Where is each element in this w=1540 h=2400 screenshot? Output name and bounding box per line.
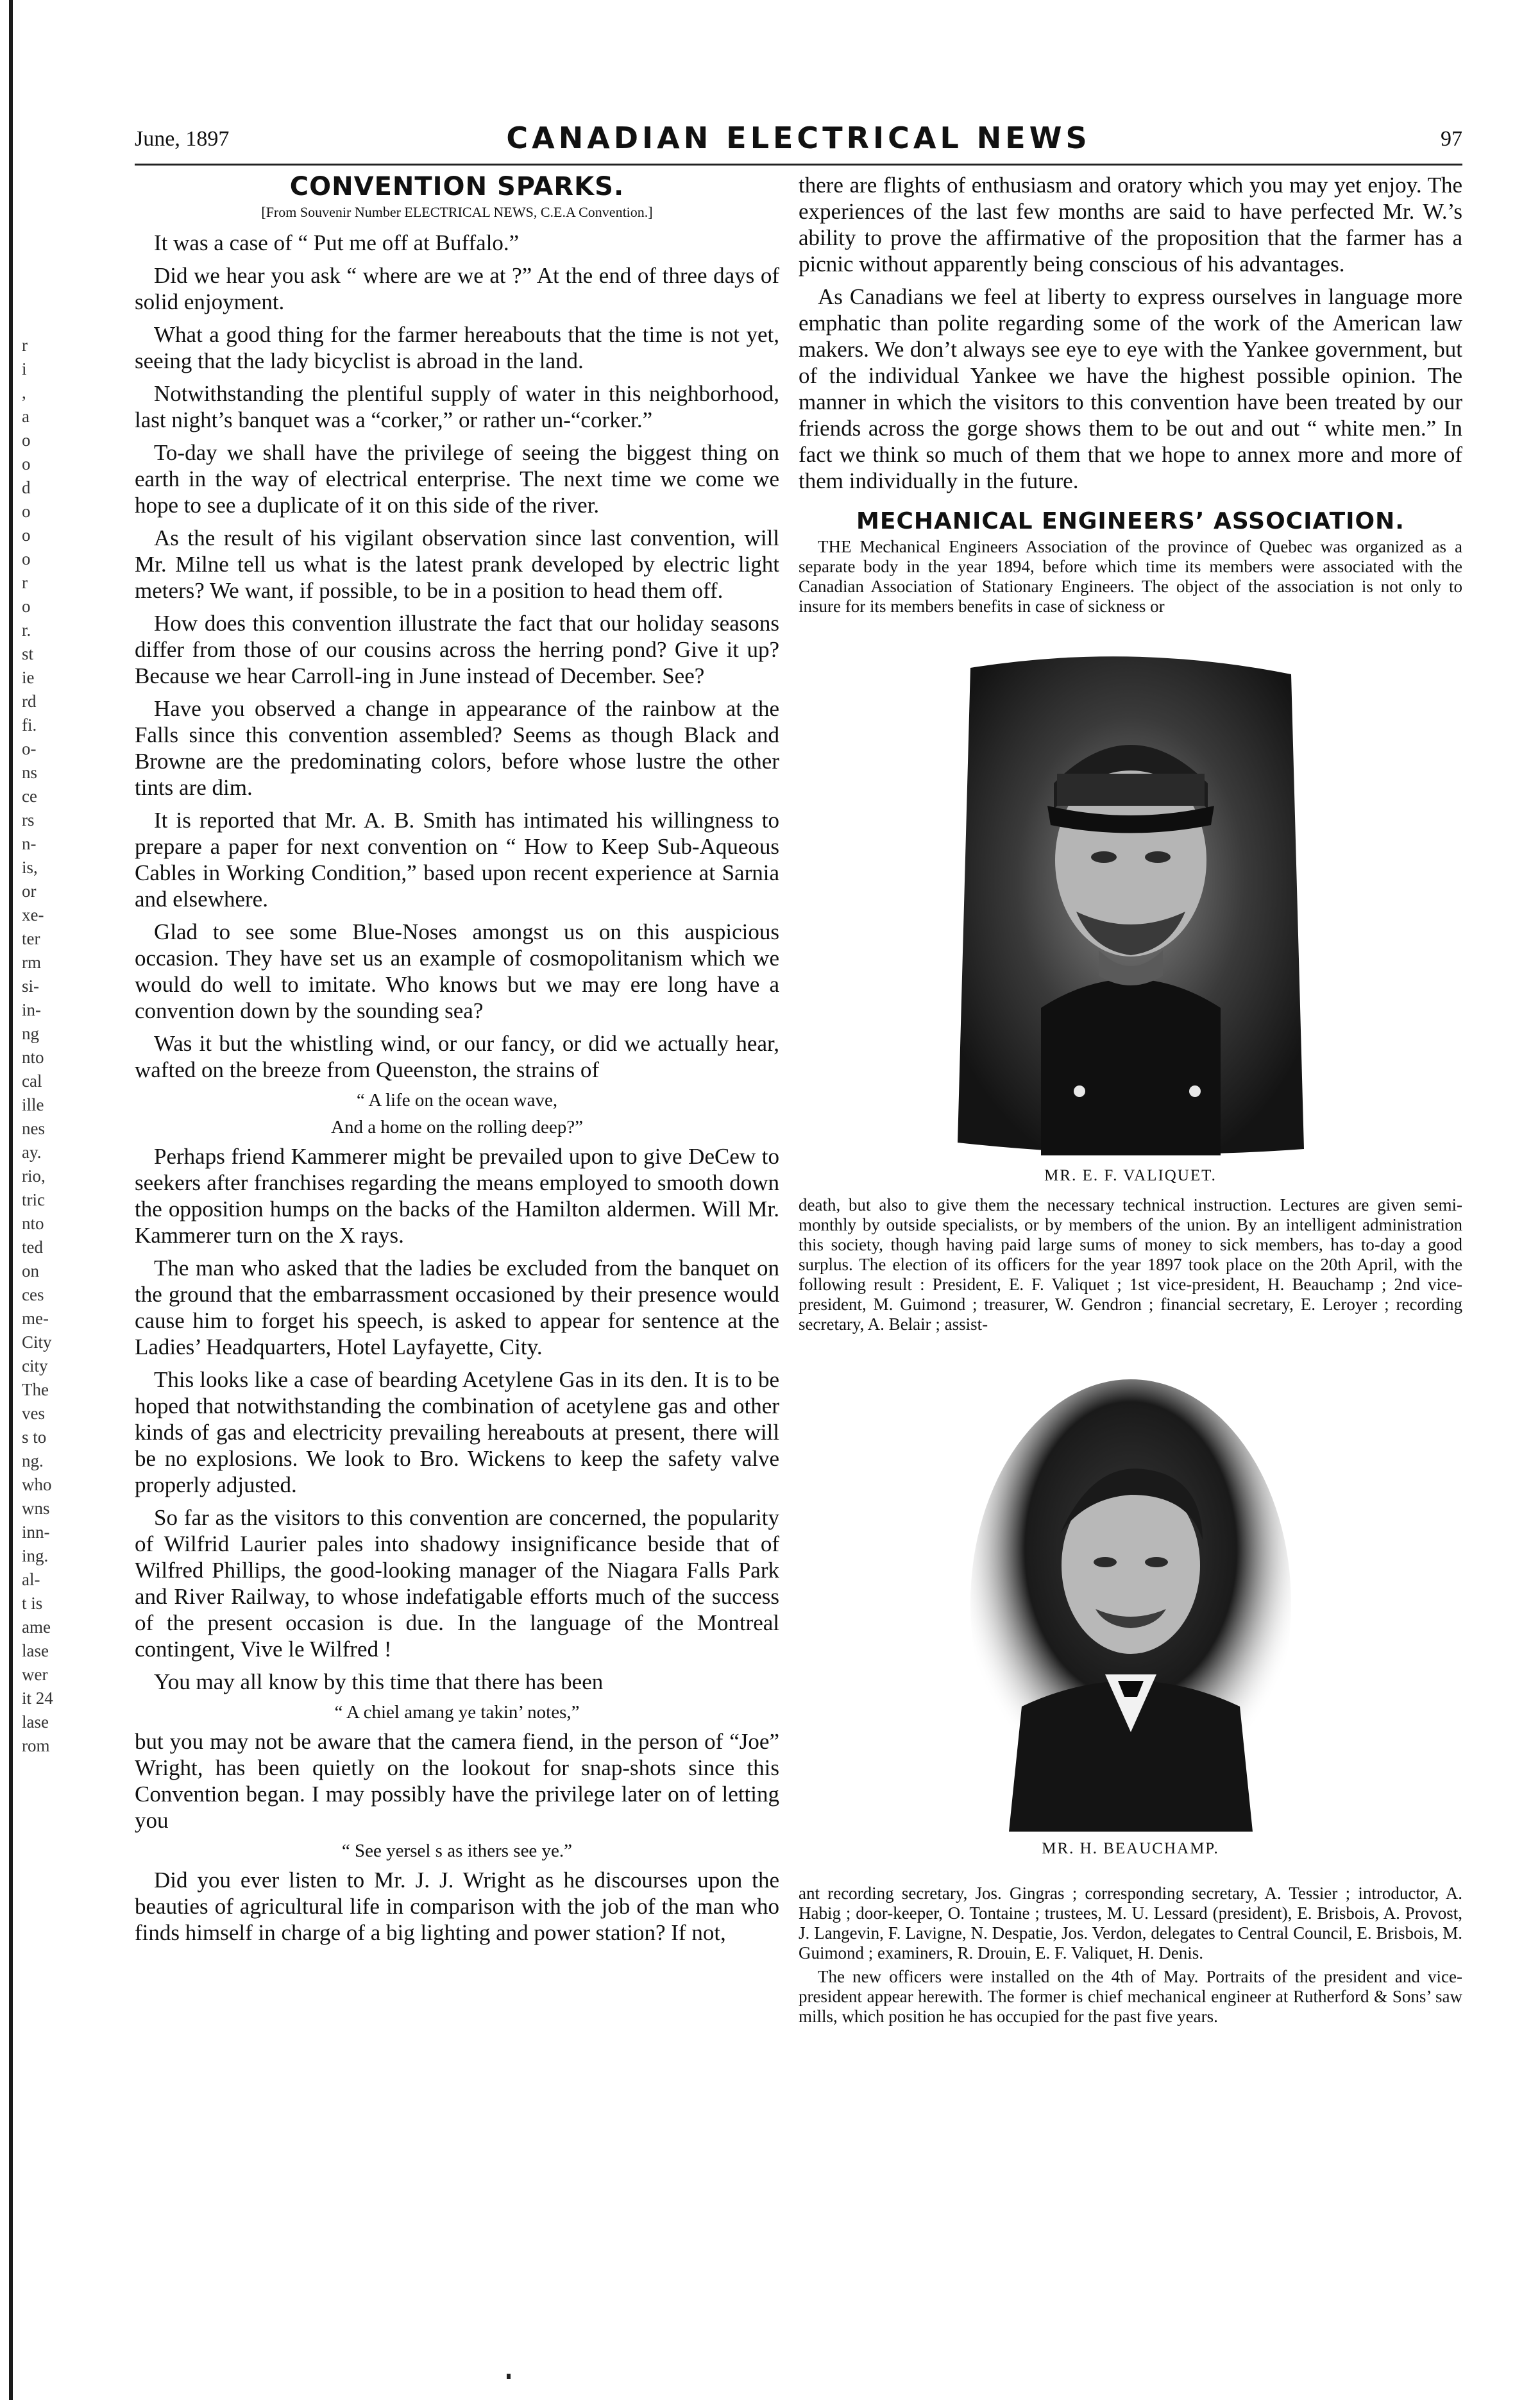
portrait-valiquet	[951, 649, 1310, 1162]
margin-fragment: ns	[22, 763, 38, 782]
margin-fragment: rs	[22, 810, 35, 830]
issue-date: June, 1897	[135, 127, 230, 151]
article-paragraph: This looks like a case of bearding Acetylene Gas in its den. It is to be hoped that notwithstanding the combination of acetylene gas and other kinds of gas and electricity prevailing hereabouts at present, there will be no explosions. We look to Bro. Wickens to keep the safety valve properly adjusted.	[135, 1367, 779, 1497]
margin-fragment: ce	[22, 787, 37, 806]
article-paragraph: Did you ever listen to Mr. J. J. Wright as he discourses upon the beauties of agricultural life in comparison with the job of the man who finds himself in charge of a big lighting and power station? If not,	[135, 1868, 779, 1945]
margin-fragment: ame	[22, 1617, 51, 1637]
margin-fragment: ter	[22, 929, 40, 948]
margin-fragment: ,	[22, 383, 26, 402]
article-paragraph: As Canadians we feel at liberty to express ourselves in language more emphatic than polite regarding some of the work of the American law makers. We don’t always see eye to eye with the Yankee government, but of the individual Yankee we have the highest possible opinion. The manner in which the visitors to this convention have been treated by our friends across the gorge shows them to be out and out “ white men.” In fact we think so much of them that we hope to annex more and more of them individually in the future.	[799, 284, 1462, 493]
margin-fragment: n-	[22, 834, 37, 853]
article-paragraph: Have you observed a change in appearance of the rainbow at the Falls since this convention assembled? Seems as though Black and Browne are the predominating colors, before whose lustre the other tints are dim.	[135, 696, 779, 800]
margin-fragment: rom	[22, 1736, 50, 1755]
caption-valiquet: MR. E. F. VALIQUET.	[1044, 1167, 1217, 1184]
article-paragraph: You may all know by this time that there has been	[154, 1669, 604, 1694]
margin-fragment: r.	[22, 620, 31, 640]
margin-fragment: ted	[22, 1238, 43, 1257]
margin-fragment: ing.	[22, 1546, 49, 1565]
margin-fragment: s to	[22, 1427, 47, 1447]
article-paragraph: Glad to see some Blue-Noses amongst us on this auspicious occasion. They have set us an example of cosmopolitanism which we would do well to imitate. Who knows but we may ere long have a convention down by the sounding sea?	[135, 919, 779, 1023]
margin-fragment: rio,	[22, 1166, 46, 1186]
print-speck	[507, 2374, 511, 2379]
margin-fragment: The	[22, 1380, 49, 1399]
margin-fragment: r	[22, 336, 28, 355]
margin-fragment: is,	[22, 858, 38, 877]
margin-fragment: fi.	[22, 715, 37, 735]
margin-fragment: o	[22, 430, 31, 450]
right-column	[799, 172, 1462, 2030]
margin-fragment: on	[22, 1261, 39, 1281]
margin-fragment: ng	[22, 1024, 39, 1043]
portrait-beauchamp-image	[964, 1373, 1298, 1835]
article-paragraph: Was it but the whistling wind, or our fancy, or did we actually hear, wafted on the breeze from Queenston, the strains of	[135, 1031, 779, 1082]
caption-beauchamp: MR. H. BEAUCHAMP.	[1042, 1840, 1219, 1857]
margin-fragment: xe-	[22, 905, 44, 924]
page-header	[135, 121, 1462, 159]
left-column	[135, 172, 779, 1952]
article-paragraph: So far as the visitors to this convention are concerned, the popularity of Wilfrid Laurier pales into shadowy insignificance beside that of Wilfred Phillips, the good-looking manager of the Niagara Falls Park and River Railway, to whose indefatigable efforts much of the success of the present occasion is due. In the language of the Montreal contingent, Vive le Wilfred !	[135, 1505, 779, 1662]
header-rule	[135, 164, 1462, 166]
verse-line: And a home on the rolling deep?”	[331, 1117, 583, 1137]
association-officers: ant recording secretary, Jos. Gingras ; corresponding secretary, A. Tessier ; introductor, A. Habig ; door-keeper, O. Tontaine ; trustees, M. U. Lessard (president), E. Brisbois, A. Provost, J. Langevin, F. Lavigne, N. Despatie, Jos. Verdon, delegates to Central Council, E. Brisbois, M. Guimond ; examiners, R. Drouin, E. F. Valiquet, H. Denis.	[799, 1884, 1462, 1962]
association-body: death, but also to give them the necessary technical instruction. Lectures are given semi-monthly by outside specialists, or by members of the union. By an intelligent administration this society, though having paid large sums of money to sick members, has to-day a good surplus. The election of its officers for the year 1897 took place on the 20th April, with the following result : President, E. F. Valiquet ; 1st vice-president, H. Beauchamp ; 2nd vice-president, M. Guimond ; treasurer, W. Gendron ; financial secretary, E. Leroyer ; recording secretary, A. Belair ; assist-	[799, 1195, 1462, 1334]
margin-fragment: o	[22, 502, 31, 521]
margin-fragment: lase	[22, 1712, 49, 1732]
article-paragraph: To-day we shall have the privilege of seeing the biggest thing on earth in the way of electrical enterprise. The next time we come we hope to see a duplicate of it on this side of the river.	[135, 440, 779, 518]
margin-fragment: st	[22, 644, 34, 663]
margin-fragment: me-	[22, 1309, 49, 1328]
article-paragraph: there are flights of enthusiasm and oratory which you may yet enjoy. The experiences of the last few months are said to have perfected Mr. W.’s ability to prove the affirmative of the proposition that the farmer has a picnic without apparently being conscious of his advantages.	[799, 173, 1462, 277]
article-paragraph: Did we hear you ask “ where are we at ?” At the end of three days of solid enjoyment.	[135, 263, 779, 314]
margin-fragment: d	[22, 478, 31, 497]
margin-fragment: in-	[22, 1000, 41, 1019]
margin-fragment: it 24	[22, 1689, 53, 1708]
margin-fragment: ille	[22, 1095, 44, 1114]
page-number: 97	[1441, 127, 1462, 151]
association-closing: The new officers were installed on the 4th of May. Portraits of the president and vice-president appear herewith. The former is chief mechanical engineer at Rutherford & Sons’ saw mills, which position he has occupied for the past five years.	[799, 1967, 1462, 2026]
margin-fragment: cal	[22, 1071, 42, 1091]
margin-fragment: or	[22, 881, 37, 901]
margin-fragment: City	[22, 1332, 52, 1352]
article-paragraph: It is reported that Mr. A. B. Smith has intimated his willingness to prepare a paper for next convention on “ How to Keep Sub-Aqueous Cables in Working Condition,” based upon recent experience at Sarnia and elsewhere.	[135, 808, 779, 912]
margin-fragment: o-	[22, 739, 37, 758]
margin-fragment: ces	[22, 1285, 44, 1304]
margin-fragment: lase	[22, 1641, 49, 1660]
portrait-beauchamp	[964, 1373, 1298, 1835]
margin-fragment: nto	[22, 1048, 44, 1067]
article-paragraph: The man who asked that the ladies be excluded from the banquet on the ground that the embarrassment occasioned by their presence would cause him to forget his speech, is asked to appear for sentence at the Ladies’ Headquarters, Hotel Layfayette, City.	[135, 1255, 779, 1359]
margin-fragment: wns	[22, 1499, 50, 1518]
margin-fragment: tric	[22, 1190, 45, 1209]
margin-fragment: inn-	[22, 1522, 50, 1542]
association-intro: THE Mechanical Engineers Association of the province of Quebec was organized as a separate body in the year 1894, before which time its members were associated with the Canadian Association of Stationary Engineers. The object of the association is not only to insure for its members benefits in case of sickness or	[799, 537, 1462, 616]
margin-fragment: o	[22, 597, 31, 616]
margin-fragment: t is	[22, 1594, 43, 1613]
margin-fragment: nes	[22, 1119, 45, 1138]
margin-fragment: al-	[22, 1570, 40, 1589]
binding-edge	[9, 0, 13, 2400]
adjacent-page-fragments	[22, 334, 60, 1758]
source-note: [From Souvenir Number ELECTRICAL NEWS, C.E.A Convention.]	[261, 204, 653, 220]
margin-fragment: wer	[22, 1665, 48, 1684]
margin-fragment: who	[22, 1475, 52, 1494]
margin-fragment: city	[22, 1356, 48, 1375]
margin-fragment: o	[22, 525, 31, 545]
margin-fragment: ng.	[22, 1451, 44, 1470]
article-paragraph: What a good thing for the farmer hereabouts that the time is not yet, seeing that the lady bicyclist is abroad in the land.	[135, 322, 779, 373]
convention-sparks-title: CONVENTION SPARKS.	[289, 172, 625, 201]
margin-fragment: a	[22, 407, 30, 426]
portrait-valiquet-image	[951, 649, 1310, 1162]
margin-fragment: i	[22, 359, 27, 379]
verse-line: “ A life on the ocean wave,	[356, 1090, 558, 1111]
margin-fragment: rm	[22, 953, 41, 972]
margin-fragment: ay.	[22, 1143, 42, 1162]
article-paragraph: but you may not be aware that the camera fiend, in the person of “Joe” Wright, has been quietly on the lookout for snap-shots since this Convention began. I may possibly have the privilege later on of letting you	[135, 1729, 779, 1833]
margin-fragment: r	[22, 573, 28, 592]
margin-fragment: ie	[22, 668, 35, 687]
margin-fragment: nto	[22, 1214, 44, 1233]
verse-line: “ A chiel amang ye takin’ notes,”	[334, 1702, 580, 1723]
publication-title: CANADIAN ELECTRICAL NEWS	[506, 121, 1091, 155]
margin-fragment: rd	[22, 692, 37, 711]
article-paragraph: It was a case of “ Put me off at Buffalo.”	[154, 230, 520, 255]
margin-fragment: si-	[22, 976, 39, 996]
margin-fragment: o	[22, 549, 31, 568]
article-paragraph: Perhaps friend Kammerer might be prevailed upon to give DeCew to seekers after franchises regarding the means employed to smooth down the opposition humps on the backs of the Hamilton aldermen. Will Mr. Kammerer turn on the X rays.	[135, 1144, 779, 1248]
margin-fragment: ves	[22, 1404, 45, 1423]
article-paragraph: Notwithstanding the plentiful supply of water in this neighborhood, last night’s banquet was a “corker,” or rather un-“corker.”	[135, 381, 779, 432]
article-paragraph: As the result of his vigilant observation since last convention, will Mr. Milne tell us what is the latest prank developed by electric light meters? We want, if possible, to be in a position to head them off.	[135, 525, 779, 603]
mechanical-engineers-title: MECHANICAL ENGINEERS’ ASSOCIATION.	[856, 508, 1405, 534]
margin-fragment: o	[22, 454, 31, 473]
article-paragraph: How does this convention illustrate the fact that our holiday seasons differ from those of our cousins across the herring pond? Give it up? Because we hear Carroll-ing in June instead of December. See?	[135, 611, 779, 688]
verse-line: “ See yersel s as ithers see ye.”	[341, 1841, 573, 1861]
